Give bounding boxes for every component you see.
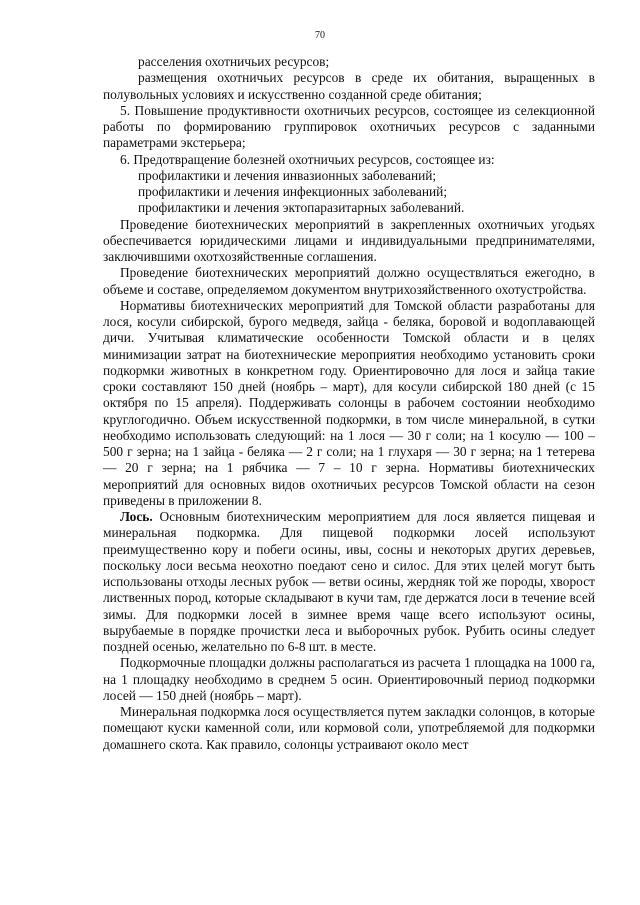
paragraph: размещения охотничьих ресурсов в среде их обитания, выращенных в полувольных условиях и искусственно созданной среде обитания; <box>103 70 595 102</box>
paragraph: профилактики и лечения инвазионных заболеваний; <box>138 167 437 183</box>
paragraph: 6. Предотвращение болезней охотничьих ресурсов, состоящее из: <box>120 151 495 167</box>
document-body <box>103 54 595 753</box>
paragraph: Проведение биотехнических мероприятий должно осуществляться ежегодно, в объеме и составе, определяемом документом внутрихозяйственного охотустройства. <box>103 265 595 297</box>
paragraph: Подкормочные площадки должны располагаться из расчета 1 площадка на 1000 га, на 1 площадку необходимо в среднем 5 осин. Ориентировочный период подкормки лосей — 150 дней (ноябрь – март). <box>103 655 595 703</box>
paragraph-text: Основным биотехническим мероприятием для лося является пищевая и минеральная подкормка. Для пищевой подкормки лосей используют преимущественно кору и побеги осины, ивы, сосны и некоторых других деревьев, поскольку лоси весьма неохотно поедают сено и силос. Для этих целей могут быть использованы отходы лесных рубок — ветви осины, жердняк той же породы, хворост лиственных пород, которые складывают в кучи там, где держатся лоси в течение всей зимы. Для подкормки лосей в зимнее время чаще всего используют осины, вырубаемые в порядке прочистки леса и выборочных рубок. Рубить осины следует поздней осенью, желательно по 6-8 шт. в месте. <box>103 509 595 654</box>
paragraph: профилактики и лечения эктопаразитарных заболеваний. <box>138 200 465 216</box>
section-lead: Лось. <box>120 509 153 524</box>
paragraph: Нормативы биотехнических мероприятий для Томской области разработаны для лося, косули сибирской, бурого медведя, зайца - беляка, боровой и водоплавающей дичи. Учитывая климатические особенности Томской области и в целях минимизации затрат на биотехнические мероприятия необходимо установить сроки подкормки животных в конкретном году. Ориентировочно для лося и зайца такие сроки составляют 150 дней (ноябрь – март), для косули сибирской 180 дней (с 15 октября по 15 апреля). Поддерживать солонцы в рабочем состоянии необходимо круглогодично. Объем искусственной подкормки, в том числе минеральной, в сутки необходимо использовать следующий: на 1 лося — 30 г соли; на 1 косулю — 100 – 500 г зерна; на 1 зайца - беляка — 2 г соли; на 1 глухаря — 30 г зерна; на 1 тетерева — 20 г зерна; на 1 рябчика — 7 – 10 г зерна. Нормативы биотехнических мероприятий для основных видов охотничьих ресурсов Томской области на сезон приведены в приложении 8. <box>103 297 595 508</box>
paragraph: расселения охотничьих ресурсов; <box>138 54 330 69</box>
paragraph <box>103 509 595 655</box>
paragraph: Проведение биотехнических мероприятий в закрепленных охотничьих угодьях обеспечивается юридическими лицами и индивидуальными предпринимателями, заключившими охотхозяйственные соглашения. <box>103 216 595 264</box>
page-number: 70 <box>315 30 325 41</box>
paragraph: профилактики и лечения инфекционных заболеваний; <box>138 184 448 199</box>
paragraph: Минеральная подкормка лося осуществляется путем закладки солонцов, в которые помещают куски каменной соли, или кормовой соли, употребляемой для подкормки домашнего скота. Как правило, солонцы устраивают около мест <box>103 704 595 752</box>
paragraph: 5. Повышение продуктивности охотничьих ресурсов, состоящее из селекционной работы по формированию группировок охотничьих ресурсов с заданными параметрами экстерьера; <box>103 102 595 151</box>
